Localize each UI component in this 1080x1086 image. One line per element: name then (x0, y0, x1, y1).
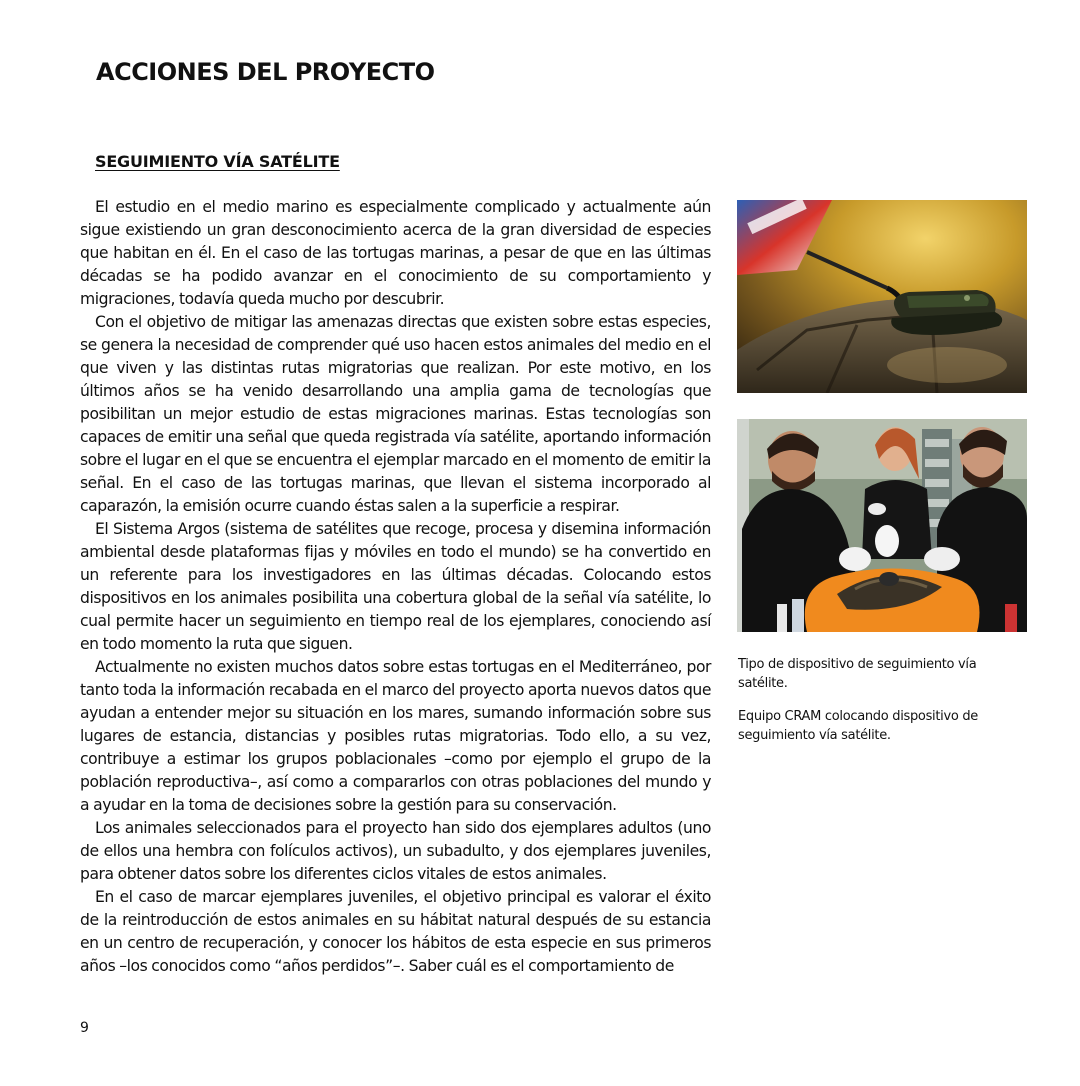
page-number: 9 (80, 1020, 89, 1036)
body-text (80, 196, 711, 978)
paragraph: En el caso de marcar ejemplares juveniles, el objetivo principal es valorar el éxito de la reintroducción de estos animales en su hábitat natural después de su estancia en un centro de recuperación, y conocer los hábitos de esta especie en sus primeros años –los conocidos como “años perdidos”–. Saber cuál es el comportamiento de (80, 888, 711, 975)
section-title: SEGUIMIENTO VÍA SATÉLITE (95, 152, 340, 171)
photo-cram-team (737, 419, 1027, 632)
paragraph: Actualmente no existen muchos datos sobre estas tortugas en el Mediterráneo, por tanto toda la información recabada en el marco del proyecto aporta nuevos datos que ayudan a entender mejor su situación en los mares, sumando información sobre sus lugares de estancia, distancias y posibles rutas migratorias. Todo ello, a su vez, contribuye a estimar los grupos poblacionales –como por ejemplo el grupo de la población reproductiva–, así como a compararlos con otras poblaciones del mundo y a ayudar en la toma de decisiones sobre la gestión para su conservación. (80, 658, 711, 814)
paragraph: El Sistema Argos (sistema de satélites que recoge, procesa y disemina información ambiental desde plataformas fijas y móviles en todo el mundo) se ha convertido en un referente para los investigadores en las últimas décadas. Colocando estos dispositivos en los animales posibilita una cobertura global de la señal vía satélite, lo cual permite hacer un seguimiento en tiempo real de los ejemplares, conociendo así en todo momento la ruta que siguen. (80, 520, 711, 653)
figure-caption: Equipo CRAM colocando dispositivo de seguimiento vía satélite. (738, 709, 979, 743)
paragraph: El estudio en el medio marino es especialmente complicado y actualmente aún sigue existiendo un gran desconocimiento acerca de la gran diversidad de especies que habitan en él. En el caso de las tortugas marinas, a pesar de que en las últimas décadas se ha podido avanzar en el conocimiento de su comportamiento y migraciones, todavía queda mucho por descubrir. (80, 198, 711, 308)
figure-caption: Tipo de dispositivo de seguimiento vía satélite. (738, 657, 977, 691)
paragraph: Los animales seleccionados para el proyecto han sido dos ejemplares adultos (uno de ellos una hembra con folículos activos), un subadulto, y dos ejemplares juveniles, para obtener datos sobre los diferentes ciclos vitales de estos animales. (80, 819, 711, 883)
paragraph: Con el objetivo de mitigar las amenazas directas que existen sobre estas especies, se genera la necesidad de comprender qué uso hacen estos animales del medio en el que viven y las distintas rutas migratorias que realizan. Por este motivo, en los últimos años se ha venido desarrollando una amplia gama de tecnologías que posibilitan un mejor estudio de estas migraciones marinas. Estas tecnologías son capaces de emitir una señal que queda registrada vía satélite, aportando información sobre el lugar en el que se encuentra el ejemplar marcado en el momento de emitir la señal. En el caso de las tortugas marinas, que llevan el sistema incorporado al caparazón, la emisión ocurre cuando éstas salen a la superficie a respirar. (80, 313, 711, 515)
page-title: ACCIONES DEL PROYECTO (96, 58, 435, 86)
photo-satellite-device (737, 200, 1027, 393)
